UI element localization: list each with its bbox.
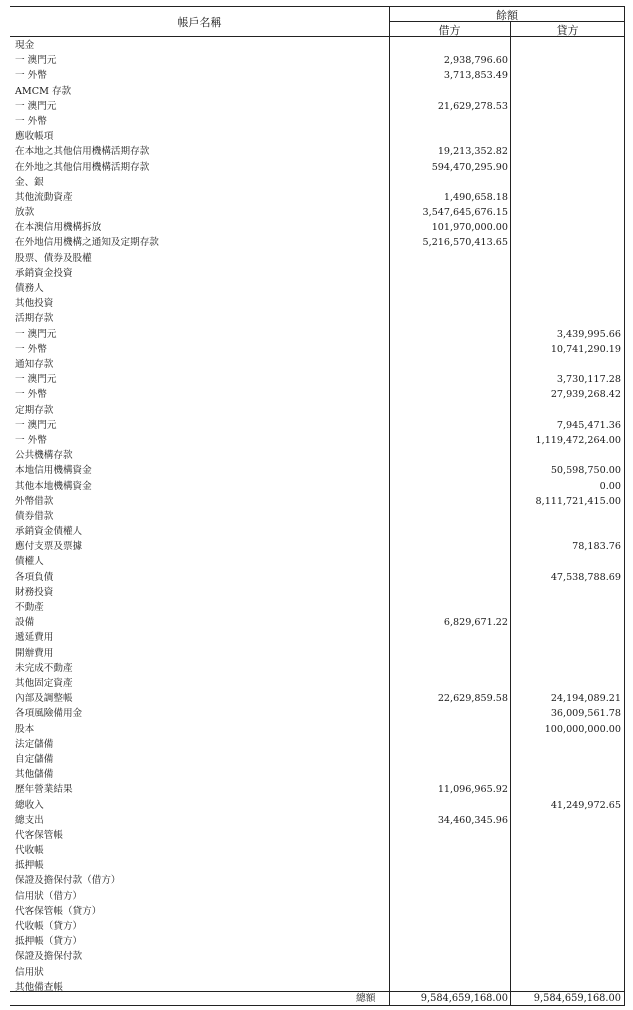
table-row: [10, 570, 625, 585]
table-row: [10, 813, 625, 828]
account-name: 其他本地機構資金: [15, 480, 92, 492]
table-row: [10, 630, 625, 645]
account-name: 現金: [15, 40, 35, 51]
table-row: [10, 99, 625, 114]
account-name: 在本地之其他信用機構活期存款: [15, 146, 150, 158]
table-row: [10, 448, 625, 463]
credit-amount: 8,111,721,415.00: [535, 495, 621, 507]
table-row: [10, 281, 625, 296]
credit-amount: 0.00: [599, 480, 621, 492]
debit-amount: 2,938,796.60: [443, 55, 508, 67]
table-row: [10, 479, 625, 494]
account-name: 抵押帳（貸方）: [15, 936, 83, 948]
table-row: [10, 965, 625, 980]
table-row: [10, 949, 625, 964]
table-row: [10, 296, 625, 311]
debit-amount: 101,970,000.00: [431, 222, 508, 234]
table-row: [10, 798, 625, 813]
table-row: [10, 129, 625, 144]
debit-amount: 6,829,671.22: [443, 617, 508, 629]
balance-header: 餘額: [496, 9, 518, 22]
table-row: [10, 266, 625, 281]
account-name: 其他流動資產: [15, 191, 73, 203]
table-row: [10, 387, 625, 402]
table-row: [10, 691, 625, 706]
account-name: AMCM 存款: [15, 85, 72, 97]
table-row: [10, 539, 625, 554]
table-row: [10, 175, 625, 190]
table-row: [10, 904, 625, 919]
table-row: [10, 843, 625, 858]
account-name: 通知存款: [15, 358, 54, 370]
table-row: [10, 418, 625, 433]
account-name: 應收帳項: [15, 131, 54, 143]
table-row: [10, 433, 625, 448]
table-row: [10, 357, 625, 372]
table-row: [10, 114, 625, 129]
table-row: [10, 676, 625, 691]
credit-amount: 100,000,000.00: [544, 723, 621, 735]
account-name: 一 澳門元: [15, 100, 57, 112]
account-name: 歷年營業結果: [15, 784, 73, 796]
credit-amount: 78,183.76: [572, 541, 621, 553]
account-name: 法定儲備: [15, 738, 54, 750]
account-name: 一 外幣: [15, 115, 47, 127]
account-name: 外幣借款: [15, 495, 54, 507]
credit-amount: 3,439,995.66: [556, 328, 621, 340]
credit-amount: 36,009,561.78: [550, 708, 621, 720]
table-row: [10, 661, 625, 676]
table-row: [10, 919, 625, 934]
credit-amount: 50,598,750.00: [550, 465, 621, 477]
account-name: 財務投資: [15, 586, 54, 598]
account-name: 未完成不動產: [15, 662, 73, 674]
table-row: [10, 494, 625, 509]
debit-amount: 3,713,853.49: [443, 70, 508, 82]
table-row: [10, 615, 625, 630]
account-name: 股票、債券及股權: [15, 252, 92, 264]
table-row: [10, 190, 625, 205]
account-name: 金、銀: [15, 176, 44, 188]
table-row: [10, 782, 625, 797]
account-name: 開辦費用: [15, 647, 54, 659]
account-name: 保證及擔保付款: [15, 951, 83, 963]
table-row: [10, 251, 625, 266]
credit-header: 貸方: [556, 24, 579, 37]
credit-amount: 3,730,117.28: [556, 374, 621, 386]
debit-amount: 21,629,278.53: [437, 100, 508, 112]
total-debit: 9,584,659,168.00: [420, 993, 508, 1004]
table-row: [10, 403, 625, 418]
debit-amount: 3,547,645,676.15: [422, 207, 508, 219]
table-row: [10, 205, 625, 220]
table-row: [10, 524, 625, 539]
account-name: 保證及擔保付款（借方）: [15, 875, 121, 887]
table-row: [10, 84, 625, 99]
account-name: 一 外幣: [15, 389, 47, 401]
account-name: 代客保管帳（貸方）: [15, 905, 102, 917]
table-row: [10, 235, 625, 250]
account-name: 一 外幣: [15, 434, 47, 446]
account-name: 不動產: [15, 602, 44, 614]
table-row: [10, 160, 625, 175]
table-row: [10, 53, 625, 68]
credit-amount: 1,119,472,264.00: [535, 434, 621, 446]
debit-amount: 34,460,345.96: [437, 814, 508, 826]
debit-amount: 594,470,295.90: [431, 161, 508, 173]
table-row: [10, 509, 625, 524]
account-name: 本地信用機構資金: [15, 465, 92, 477]
table-row: [10, 554, 625, 569]
account-name: 在本澳信用機構拆放: [15, 222, 102, 234]
account-name: 代收帳（貸方）: [15, 921, 83, 933]
credit-amount: 47,538,788.69: [550, 571, 621, 583]
account-name: 信用狀（借方）: [15, 890, 83, 902]
account-name: 活期存款: [15, 313, 54, 325]
account-name: 債權人: [15, 556, 44, 568]
account-name: 應付支票及票據: [15, 541, 83, 553]
total-row: [10, 991, 625, 1006]
table-row: [10, 311, 625, 326]
table-row: [10, 646, 625, 661]
debit-amount: 22,629,859.58: [437, 693, 508, 705]
total-label: 總額: [356, 993, 376, 1004]
account-name: 一 澳門元: [15, 419, 57, 431]
account-name-header: 帳戶名稱: [177, 16, 222, 29]
account-name: 代客保管帳: [15, 829, 63, 841]
account-name: 債務人: [15, 283, 44, 295]
table-row: [10, 144, 625, 159]
account-name: 信用狀: [15, 966, 44, 978]
credit-amount: 7,945,471.36: [556, 419, 621, 431]
table-row: [10, 722, 625, 737]
account-name: 設備: [15, 617, 35, 629]
account-name: 承銷資金投資: [15, 267, 73, 279]
account-name: 定期存款: [15, 404, 54, 416]
table-row: [10, 600, 625, 615]
table-row: [10, 38, 625, 53]
account-name: 自定儲備: [15, 753, 54, 765]
account-name: 代收帳: [15, 845, 44, 857]
account-name: 一 澳門元: [15, 328, 57, 340]
account-name: 債券借款: [15, 510, 54, 522]
table-row: [10, 463, 625, 478]
table-row: [10, 828, 625, 843]
credit-amount: 41,249,972.65: [550, 799, 621, 811]
debit-amount: 5,216,570,413.65: [422, 237, 508, 249]
account-name: 總支出: [15, 814, 44, 826]
account-name: 各項風險備用金: [15, 708, 83, 720]
account-name: 各項負債: [15, 571, 54, 583]
debit-amount: 19,213,352.82: [437, 146, 508, 158]
account-name: 一 外幣: [15, 343, 47, 355]
account-name: 承銷資金債權人: [15, 526, 83, 538]
credit-amount: 24,194,089.21: [550, 693, 621, 705]
table-row: [10, 342, 625, 357]
debit-amount: 11,096,965.92: [437, 784, 508, 796]
account-name: 一 外幣: [15, 70, 47, 82]
account-name: 一 澳門元: [15, 374, 57, 386]
trial-balance-table: [10, 6, 625, 1006]
account-name: 股本: [15, 723, 35, 735]
account-name: 總收入: [15, 799, 44, 811]
credit-amount: 27,939,268.42: [550, 389, 621, 401]
account-name: 其他固定資產: [15, 677, 73, 689]
table-row: [10, 767, 625, 782]
table-row: [10, 372, 625, 387]
account-name: 遞延費用: [15, 632, 54, 644]
account-name: 一 澳門元: [15, 55, 57, 67]
table-row: [10, 873, 625, 888]
table-row: [10, 68, 625, 83]
table-row: [10, 706, 625, 721]
account-name: 其他備查帳: [15, 981, 63, 993]
table-row: [10, 934, 625, 949]
table-row: [10, 737, 625, 752]
total-credit: 9,584,659,168.00: [533, 993, 621, 1004]
debit-amount: 1,490,658.18: [443, 191, 508, 203]
debit-header: 借方: [438, 24, 461, 37]
table-row: [10, 889, 625, 904]
credit-amount: 10,741,290.19: [550, 343, 621, 355]
account-name: 在外地之其他信用機構活期存款: [15, 161, 150, 173]
account-name: 其他儲備: [15, 769, 54, 781]
table-row: [10, 752, 625, 767]
account-name: 內部及調整帳: [15, 693, 73, 705]
table-row: [10, 327, 625, 342]
account-name: 其他投資: [15, 298, 54, 310]
table-row: [10, 858, 625, 873]
account-name: 抵押帳: [15, 860, 44, 872]
table-row: [10, 585, 625, 600]
table-row: [10, 220, 625, 235]
account-name: 放款: [15, 207, 35, 219]
account-name: 在外地信用機構之通知及定期存款: [15, 237, 159, 249]
account-name: 公共機構存款: [15, 450, 73, 462]
